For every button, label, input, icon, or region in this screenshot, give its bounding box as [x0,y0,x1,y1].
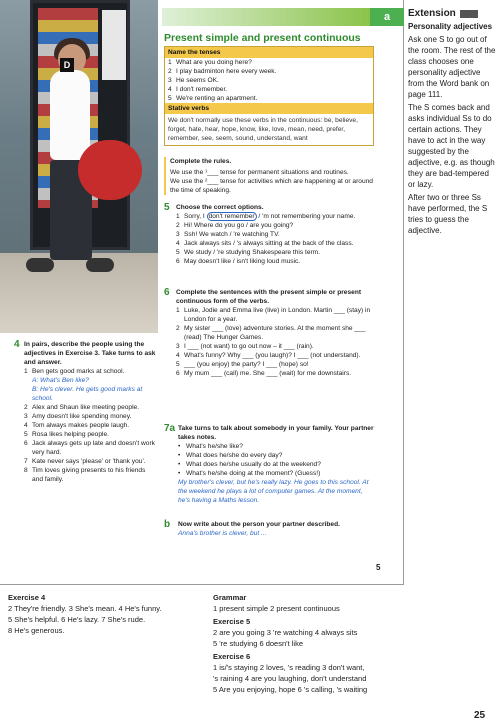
list-item [176,248,376,257]
exercise-5 [164,203,376,266]
item-number: 5 [168,95,172,102]
exercise-4-number: 4 [14,339,20,350]
photo-label: D [60,58,74,72]
exercise-7a [164,424,376,505]
red-bag [78,140,142,200]
list-item [24,367,156,376]
item-number [24,385,32,403]
extension-paragraph-3: After two or three Ss have performed, the S tries to guess the adjective. [408,193,488,235]
item-text: B: He's clever. He gets good marks at school. [32,386,143,402]
list-item [24,421,156,430]
exercise-7a-heading: Take turns to talk about somebody in your family. Your partner takes notes. [178,425,374,441]
item-number: 3 [24,413,28,420]
exercise-4-heading: In pairs, describe the people using the adjectives in Exercise 3. Take turns to ask and answer. [24,341,156,366]
item-number: 7 [24,458,28,465]
item-number: 6 [24,440,28,447]
item-number: 5 [176,249,180,256]
exercise-5-number: 5 [164,202,170,213]
bullet-text: What does he/she usually do at the weekend? [186,461,321,468]
bullet-icon: • [178,470,181,477]
item-text: Hi! Where do you go / are you going? [184,222,294,229]
item-number: 5 [24,431,28,438]
item-text: Amy doesn't like spending money. [32,413,132,420]
item-text: My mum ___ (call) me. She ___ (wait) for me downstairs. [184,370,352,377]
item-number: 3 [168,77,172,84]
exercise-4 [14,340,156,484]
extension-panel [408,8,496,236]
item-text: Jack always gets up late and doesn't work very hard. [32,440,155,456]
item-number: 4 [176,240,180,247]
answers-ex4-line-3: 8 He's generous. [8,626,65,635]
answers-ex4-heading: Exercise 4 [8,593,46,602]
list-item [24,412,156,421]
exercise-7b-number: b [164,519,171,530]
item-text: We study / 're studying Shakespeare this term. [184,249,321,256]
item-text: Kate never says 'please' or 'thank you'. [32,458,146,465]
photo [0,0,158,333]
item-text: Rosa likes helping people. [32,431,109,438]
bullet-icon: • [178,461,181,468]
tenses-heading: Name the tenses [165,47,373,58]
list-item [176,324,376,342]
item-number: 2 [168,68,172,75]
item-text-pre: Sorry, I [184,213,207,220]
exercise-5-list [176,212,376,266]
item-number: 1 [24,368,28,375]
rules-box [164,157,374,195]
item-text: ___ (you enjoy) the party? I ___ (hope) so! [184,361,309,368]
exercise-7a-number: 7a [164,423,176,434]
rules-heading: Complete the rules. [170,158,232,165]
list-item [24,439,156,457]
exercise-6 [164,288,376,378]
shoe-right [86,258,114,272]
list-item [165,85,373,94]
item-number [24,376,32,385]
answers-ex5-line-1: 2 are you going 3 're watching 4 always sits [213,628,358,637]
answers-ex6-heading: Exercise 6 [213,652,251,661]
extension-paragraph-2: The S comes back and asks individual Ss to do certain actions. They have to act in the way suggested by the adjective, e.g. as though they are bad-tempered or lazy. [408,103,495,189]
answers-ex5-heading: Exercise 5 [213,617,251,626]
list-item [176,351,376,360]
bullet-item [178,442,376,451]
bullet-item [178,460,376,469]
item-number: 4 [24,422,28,429]
item-number: 2 [24,404,28,411]
list-item [165,76,373,85]
bullet-text: What does he/she do every day? [186,452,283,459]
exercise-5-heading: Choose the correct options. [176,204,264,211]
answers-grammar-heading: Grammar [213,593,247,602]
item-text: Jack always sits / 's always sitting at the back of the class. [184,240,354,247]
extension-title-row [408,8,496,19]
list-item [176,239,376,248]
item-text: We're renting an apartment. [176,95,258,102]
list-item [165,94,373,103]
answers-ex4-line-1: 2 They're friendly. 3 She's mean. 4 He's funny. [8,604,162,613]
extension-title: Extension [408,8,456,19]
item-number: 3 [176,343,180,350]
list-item [24,403,156,412]
section-title: Present simple and present continuous [164,32,361,44]
item-text: Ssh! We watch / 're watching TV. [184,231,280,238]
answers-ex4-line-2: 5 She's helpful. 6 He's lazy. 7 She's rude. [8,615,146,624]
item-number: 4 [176,352,180,359]
extension-subtitle: Personality adjectives [408,22,493,31]
exercise-7b [164,520,376,538]
list-item [24,376,156,385]
vending-poster [102,10,126,80]
item-number: 5 [176,361,180,368]
item-number: 6 [176,370,180,377]
stative-heading: Stative verbs [165,103,373,114]
rule-line-2: We use the ²___ tense for activities which are happening at or around the time of speaking. [170,178,373,194]
bullet-item [178,469,376,478]
item-text: He seems OK. [176,77,219,84]
exercise-4-list [24,367,156,484]
item-number: 1 [176,213,180,220]
extension-bar-icon [460,10,478,18]
exercise-7b-example: Anna's brother is clever, but ... [178,530,267,537]
header-strip [162,8,370,26]
rule-line-1: We use the ¹___ tense for permanent situations and routines. [170,169,349,176]
exercise-6-number: 6 [164,287,170,298]
answers-ex5-line-2: 5 're studying 6 doesn't like [213,639,303,648]
bullet-icon: • [178,443,181,450]
photo-floor [0,253,158,333]
list-item [165,58,373,67]
tenses-list [165,58,373,103]
answer-column-1 [8,592,198,636]
item-text: Tom always makes people laugh. [32,422,130,429]
item-text: My sister ___ (love) adventure stories. At the moment she ___ (read) The Hunger Games. [184,325,366,341]
item-number: 4 [168,86,172,93]
list-item [176,257,376,266]
exercise-7b-heading: Now write about the person your partner described. [178,521,340,528]
corner-page-number: 25 [474,710,486,721]
item-number: 6 [176,258,180,265]
list-item [24,385,156,403]
item-number: 1 [176,307,180,314]
person-body [50,70,90,160]
extension-body [408,34,496,236]
item-text [184,212,355,221]
item-number: 2 [176,325,180,332]
item-text: Alex and Shaun like meeting people. [32,404,140,411]
item-text: I don't remember. [176,86,228,93]
bullet-text: What's he/she like? [186,443,243,450]
item-text: Luke, Jodie and Emma live (live) in London. Martin ___ (stay) in London for a year. [184,307,371,323]
item-text-post: / 'm not remembering your name. [256,213,356,220]
item-text: What's funny? Why ___ (you laugh)? I ___ (not understand). [184,352,361,359]
list-item [176,360,376,369]
stative-body: We don't normally use these verbs in the continuous: be, believe, forget, hate, hear, hope, know, like, love, mean, need, prefer, remember, see, seem, sound, understand, want [168,117,358,142]
item-text: A: What's Ben like? [32,377,89,384]
list-item [176,221,376,230]
answers-grammar-line: 1 present simple 2 present continuous [213,604,340,613]
item-text: I play badminton here every week. [176,68,277,75]
item-number: 3 [176,231,180,238]
list-item [24,466,156,484]
item-text: I ___ (not want) to go out now – it ___ (rain). [184,343,314,350]
item-text: What are you doing here? [176,59,252,66]
exercise-7a-example: My brother's clever, but he's really lazy. He goes to this school. At the weekend he plays a lot of computer games. At the moment, he's having a Maths lesson. [178,479,369,504]
answers-ex6-line-2: 's raining 4 are you laughing, don't understand [213,674,367,683]
item-number: 2 [176,222,180,229]
shoe-left [26,258,54,272]
page-number: 5 [376,563,381,572]
answers-ex6-line-1: 1 is/'s staying 2 loves, 's reading 3 don't want, [213,663,365,672]
list-item [24,457,156,466]
bullet-text: What's he/she doing at the moment? (Guess!) [186,470,321,477]
exercise-6-heading: Complete the sentences with the present simple or present continuous form of the verbs. [176,289,362,305]
list-item [176,230,376,239]
item-number: 1 [168,59,172,66]
item-number: 8 [24,467,28,474]
list-item [176,342,376,351]
bullet-item [178,451,376,460]
list-item [176,212,376,221]
item-text: Ben gets good marks at school. [32,368,125,375]
circled-answer: don't remember [208,213,255,220]
answers-ex6-line-3: 5 Are you enjoying, hope 6 's calling, 's waiting [213,685,368,694]
lesson-tab: a [370,8,404,26]
list-item [24,430,156,439]
bullet-icon: • [178,452,181,459]
extension-paragraph-1: Ask one S to go out of the room. The rest of the class chooses one personality adjective from the Word bank on page 111. [408,35,496,99]
item-text: May doesn't like / isn't liking loud music. [184,258,301,265]
grammar-box [164,46,374,146]
exercise-6-list [176,306,376,378]
exercise-7a-list [178,442,376,478]
list-item [165,67,373,76]
answer-column-2 [213,592,413,695]
item-text: Tim loves giving presents to his friends and family. [32,467,146,483]
list-item [176,369,376,378]
list-item [176,306,376,324]
